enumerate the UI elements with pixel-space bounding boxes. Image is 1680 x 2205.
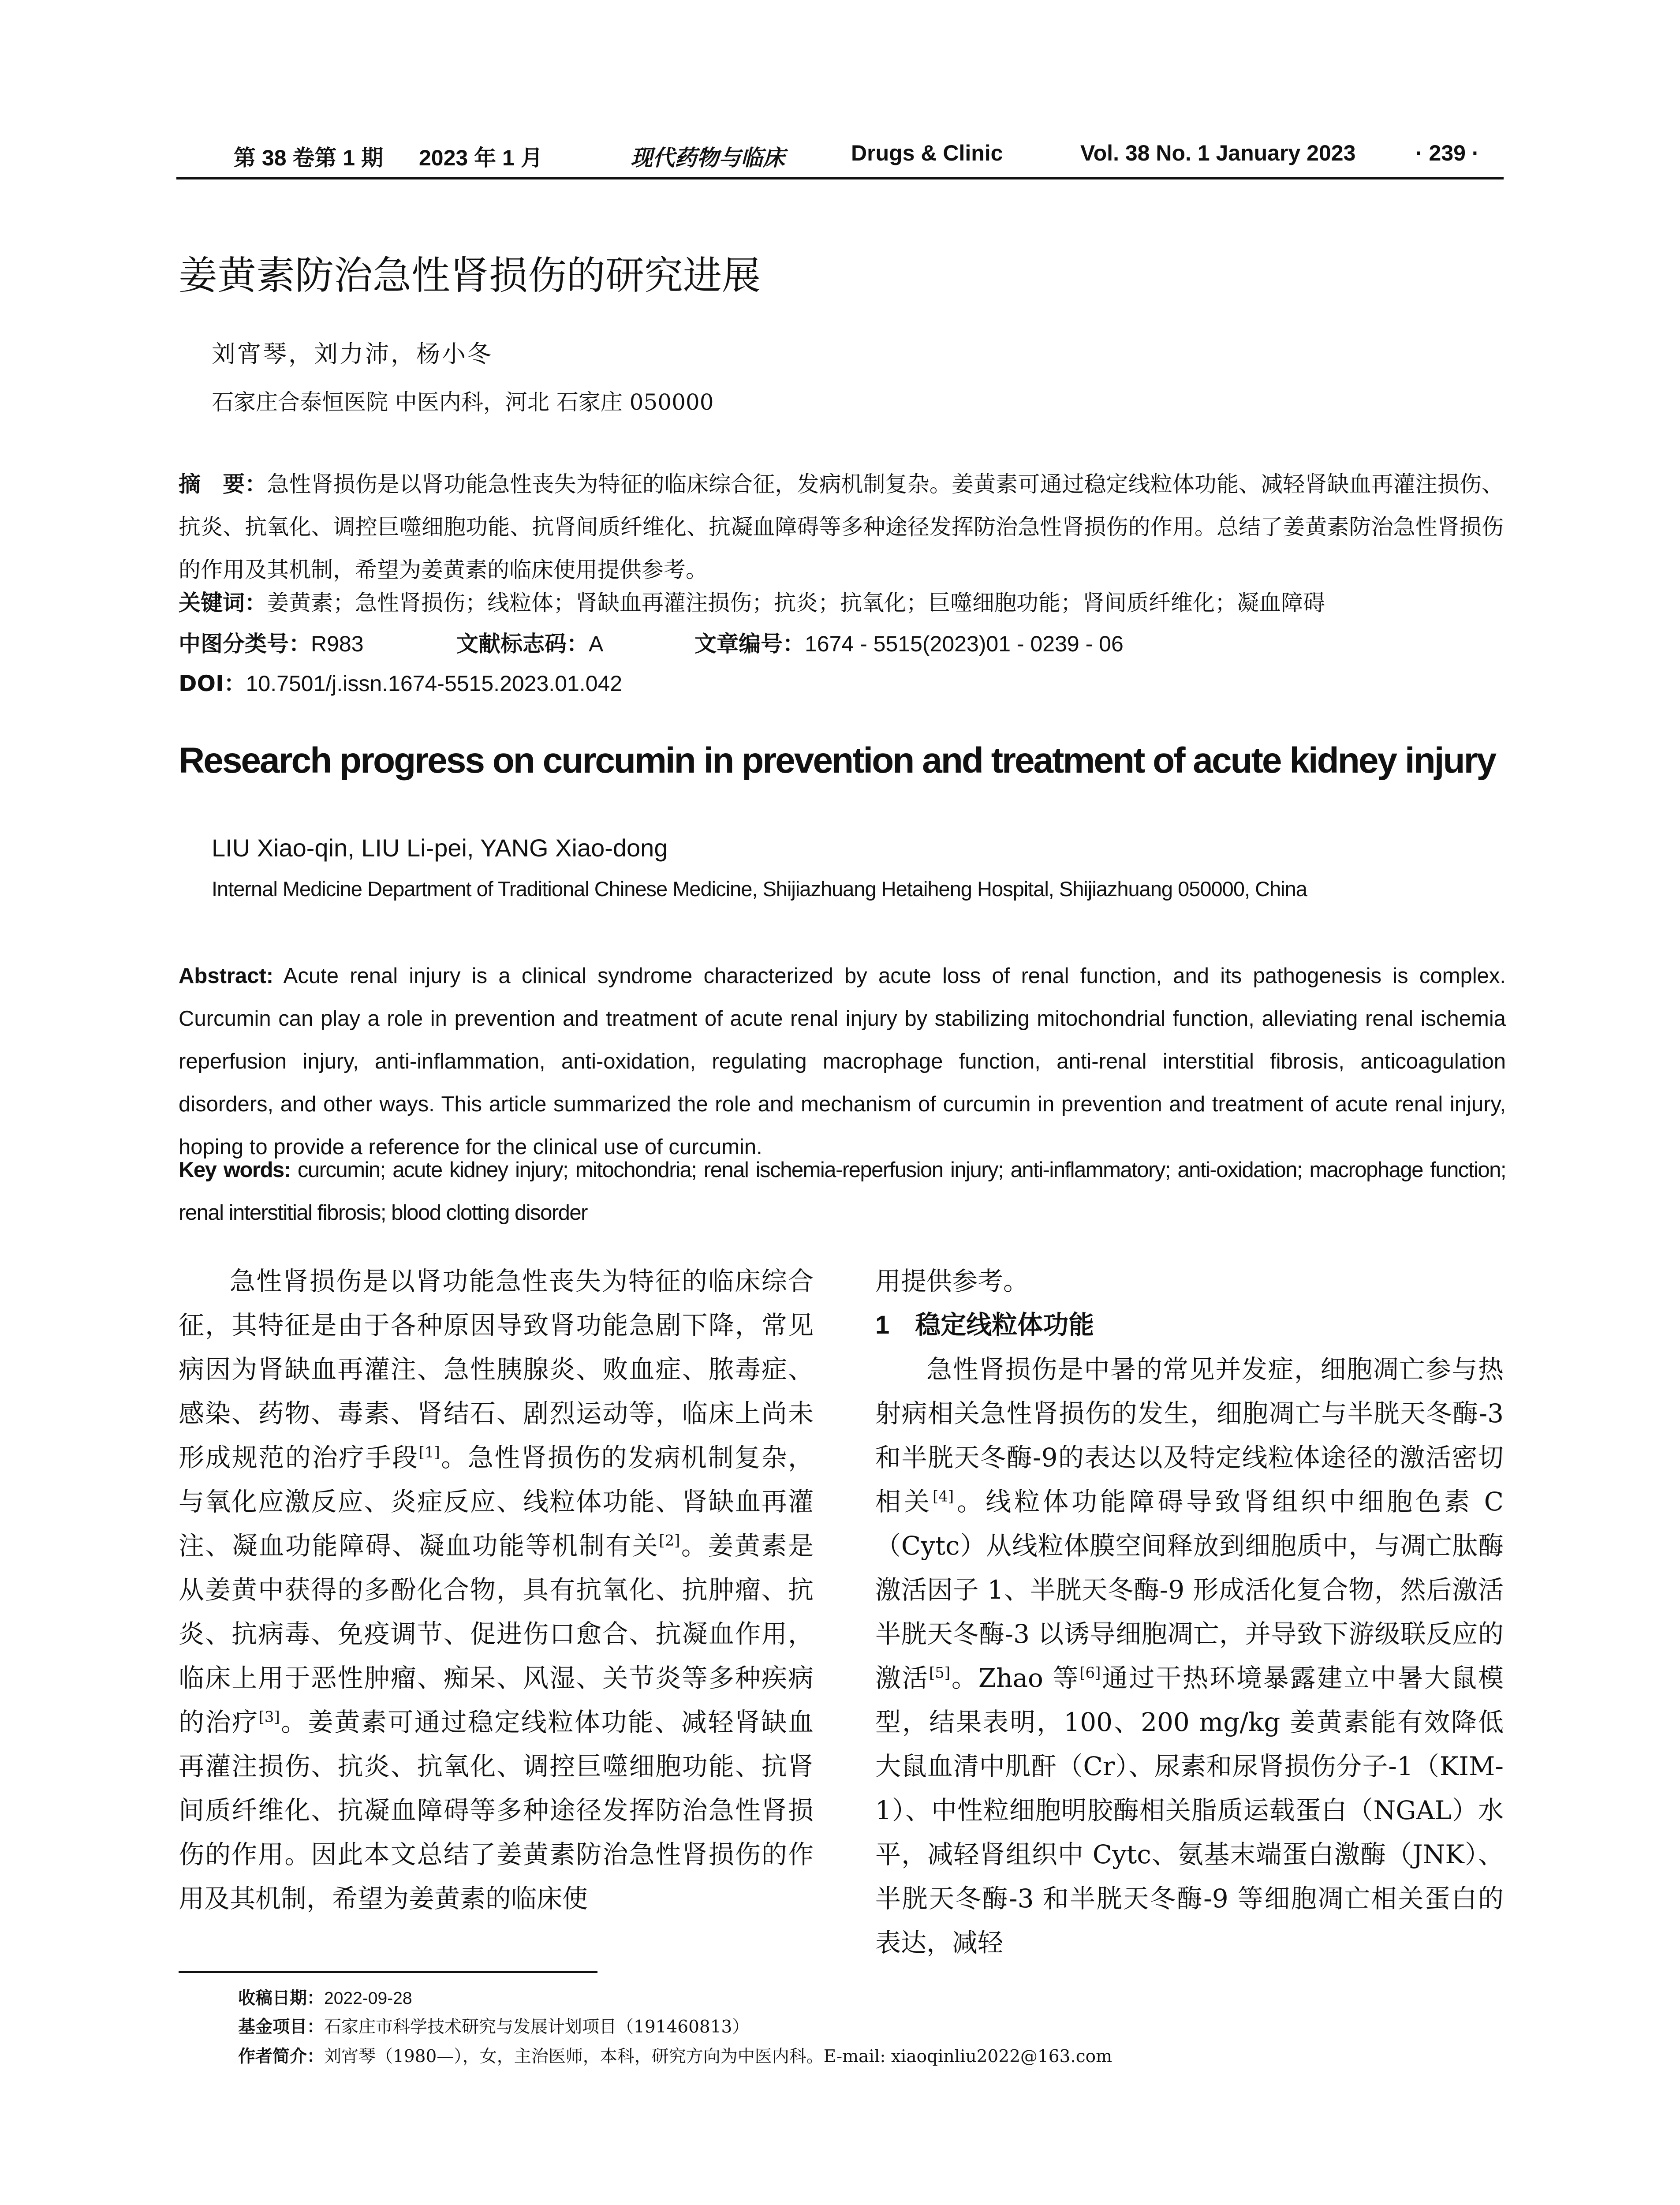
citation-2: [2] (659, 1532, 680, 1550)
header-journal-en: Drugs & Clinic (851, 141, 1003, 165)
citation-4: [4] (933, 1487, 954, 1506)
fund-label: 基金项目： (238, 2017, 325, 2037)
clc-label: 中图分类号： (179, 631, 311, 657)
intro-text-1: 急性肾损伤是以肾功能急性丧失为特征的临床综合征，其特征是由于各种原因导致肾功能急剧下降，常见病因为肾缺血再灌注、急性胰腺炎、败血症、脓毒症、感染、药物、毒素、肾结石、剧烈运动等，临床上尚未形成规范的治疗手段 (179, 1266, 814, 1472)
running-header (176, 140, 1504, 176)
abstract-en-label: Abstract: (179, 964, 274, 988)
citation-3: [3] (258, 1708, 280, 1726)
document-code (456, 626, 694, 658)
footnote-rule (179, 1971, 597, 1973)
section-1-text-4: 通过干热环境暴露建立中暑大鼠模型，结果表明，100、200 mg/kg 姜黄素能有效降低大鼠血清中肌酐（Cr）、尿素和尿肾损伤分子-1（KIM-1）、中性粒细胞明胶酶相关脂质运载蛋白（NGAL）水平，减轻肾组织中 Cytc、氨基末端蛋白激酶（JNK）、半胱天冬酶-3 和半胱天冬酶-9 等细胞凋亡相关蛋白的表达，减轻 (875, 1663, 1504, 1958)
keywords-cn-text: 姜黄素；急性肾损伤；线粒体；肾缺血再灌注损伤；抗炎；抗氧化；巨噬细胞功能；肾间质纤维化；凝血障碍 (267, 590, 1325, 616)
intro-text-4: 。姜黄素可通过稳定线粒体功能、减轻肾缺血再灌注损伤、抗炎、抗氧化、调控巨噬细胞功能、抗肾间质纤维化、抗凝血障碍等多种途径发挥防治急性肾损伤的作用。因此本文总结了姜黄素防治急性肾损伤的作用及其机制，希望为姜黄素的临床使 (179, 1707, 814, 1913)
body-column-left (179, 1259, 814, 1921)
title-cn: 姜黄素防治急性肾损伤的研究进展 (179, 253, 761, 298)
footnote-fund (238, 2013, 749, 2038)
body-column-right (875, 1259, 1504, 1965)
fund-value: 石家庄市科学技术研究与发展计划项目（191460813） (324, 2017, 750, 2037)
keywords-cn (179, 585, 1325, 617)
abstract-cn-label: 摘 要： (179, 471, 267, 497)
doi-value: 10.7501/j.issn.1674-5515.2023.01.042 (246, 671, 623, 696)
abstract-cn-text: 急性肾损伤是以肾功能急性丧失为特征的临床综合征，发病机制复杂。姜黄素可通过稳定线粒体功能、减轻肾缺血再灌注损伤、抗炎、抗氧化、调控巨噬细胞功能、抗肾间质纤维化、抗凝血障碍等多种途径发挥防治急性肾损伤的作用。总结了姜黄素防治急性肾损伤的作用及其机制，希望为姜黄素的临床使用提供参考。 (179, 471, 1504, 583)
header-volume-en: Vol. 38 No. 1 January 2023 (1080, 141, 1356, 165)
header-page-number: · 239 · (1415, 141, 1479, 165)
author-bio-value: 刘宵琴（1980—），女，主治医师，本科，研究方向为中医内科。E-mail: xiaoqinliu2022@163.com (324, 2047, 1113, 2067)
keywords-en-text: curcumin; acute kidney injury; mitochondria; renal ischemia-reperfusion injury; anti-inflammatory; anti-oxidation; macrophage function; renal interstitial fibrosis; blood clotting disorder (179, 1158, 1506, 1225)
abstract-en (179, 955, 1506, 1169)
intro-text-3: 。姜黄素是从姜黄中获得的多酚化合物，具有抗氧化、抗肿瘤、抗炎、抗病毒、免疫调节、促进伤口愈合、抗凝血作用，临床上用于恶性肿瘤、痴呆、风湿、关节炎等多种疾病的治疗 (179, 1531, 814, 1737)
keywords-en-label: Key words: (179, 1158, 291, 1182)
clc-number (179, 626, 456, 658)
section-1-text-3: 。Zhao 等 (950, 1663, 1080, 1693)
intro-continuation: 用提供参考。 (875, 1266, 1029, 1296)
affiliation-cn: 石家庄合泰恒医院 中医内科，河北 石家庄 050000 (212, 389, 714, 415)
article-number-value: 1674 - 5515(2023)01 - 0239 - 06 (805, 632, 1124, 656)
intro-text-2: 。急性肾损伤的发病机制复杂，与氧化应激反应、炎症反应、线粒体功能、肾缺血再灌注、凝血功能障碍、凝血功能等机制有关 (179, 1443, 814, 1561)
author-bio-label: 作者简介： (238, 2047, 325, 2067)
keywords-cn-label: 关键词： (179, 590, 267, 616)
footnote-received (238, 1984, 412, 2009)
abstract-cn (179, 463, 1504, 591)
header-volume-issue: 第 38 卷第 1 期 (234, 146, 383, 170)
citation-6: [6] (1079, 1664, 1101, 1682)
article-number (694, 626, 1124, 658)
authors-cn: 刘宵琴，刘力沛，杨小冬 (212, 340, 493, 368)
received-label: 收稿日期： (238, 1988, 325, 2008)
doi-label: DOI： (179, 671, 246, 696)
citation-5: [5] (929, 1664, 950, 1682)
doi-line (179, 666, 622, 698)
article-number-label: 文章编号： (694, 631, 805, 657)
keywords-en (179, 1149, 1506, 1234)
section-1-text-2: 。线粒体功能障碍导致肾组织中细胞色素 C（Cytc）从线粒体膜空间释放到细胞质中，与凋亡肽酶激活因子 1、半胱天冬酶-9 形成活化复合物，然后激活半胱天冬酶-3 以诱导细胞凋亡，并导致下游级联反应的激活 (875, 1487, 1504, 1693)
footnote-author (238, 2043, 1112, 2067)
intro-paragraph (179, 1259, 814, 1921)
abstract-en-text: Acute renal injury is a clinical syndrome characterized by acute loss of renal function, and its pathogenesis is complex. Curcumin can play a role in prevention and treatment of acute renal injury by stabilizing mitochondrial function, alleviating renal ischemia reperfusion injury, anti-inflammation, anti-oxidation, regulating macrophage function, anti-renal interstitial fibrosis, anticoagulation disorders, and other ways. This article summarized the role and mechanism of curcumin in prevention and treatment of acute renal injury, hoping to provide a reference for the clinical use of curcumin. (179, 964, 1506, 1159)
citation-1: [1] (418, 1443, 440, 1461)
section-1-heading: 1 稳定线粒体功能 (875, 1311, 1094, 1339)
clc-value: R983 (311, 632, 364, 656)
header-rule (176, 177, 1504, 179)
title-en: Research progress on curcumin in prevention and treatment of acute kidney injury (179, 740, 1496, 781)
document-code-value: A (589, 632, 604, 656)
authors-en: LIU Xiao-qin, LIU Li-pei, YANG Xiao-dong (212, 834, 668, 862)
header-date: 2023 年 1 月 (419, 146, 543, 170)
classification-line (179, 626, 1124, 658)
header-journal-cn: 现代药物与临床 (631, 145, 785, 171)
section-1-text-1: 急性肾损伤是中暑的常见并发症，细胞凋亡参与热射病相关急性肾损伤的发生，细胞凋亡与半胱天冬酶-3和半胱天冬酶-9的表达以及特定线粒体途径的激活密切相关 (875, 1354, 1504, 1517)
section-1-paragraph (875, 1347, 1504, 1965)
received-value: 2022-09-28 (324, 1989, 412, 2008)
affiliation-en: Internal Medicine Department of Traditional Chinese Medicine, Shijiazhuang Hetaiheng Hospital, Shijiazhuang 050000, China (212, 877, 1307, 901)
document-code-label: 文献标志码： (456, 631, 589, 657)
